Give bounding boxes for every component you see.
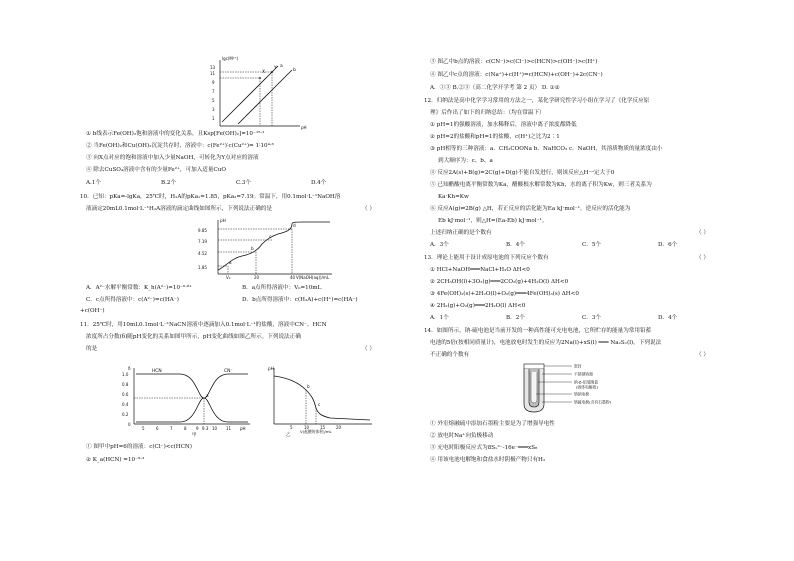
q11-stem-line-2: 浓度所占分数(δ)随pH变化的关系如图甲所示，pH变化曲线如图乙所示。下列说法正确	[86, 334, 301, 340]
q11a-point-label: a	[206, 393, 209, 398]
q11b-point-label: c	[318, 402, 321, 407]
left-column	[74, 0, 394, 561]
q13-item-2: ② 2CH₃OH(l)+3O₂(g)═══2CO₂(g)+4H₂O(l) ΔH<0	[430, 279, 569, 285]
q11b-point-label: b	[307, 384, 310, 389]
q9-ytick: 9	[212, 80, 215, 85]
q14-figure-label: 钠-β-铝氧陶瓷	[574, 379, 599, 385]
q14-figure-label: 不锈钢容器	[574, 371, 593, 377]
q11a-xtick: 7	[170, 426, 173, 431]
q12-options	[430, 241, 730, 249]
q11a-ytick: 0.8	[122, 382, 129, 387]
q12-item-4: ④ 反应2A(s)+B(g)=2C(g)+D(g)不能自发进行，则该反应△H一定大于0	[430, 170, 615, 176]
q9-ytick: 3	[212, 107, 215, 112]
q9-item-4: ④ 除去CuSO₄溶液中含有的少量Fe²⁺，可加入适量CuO	[86, 167, 226, 173]
q13-stem: 13．理论上能用于设计成原电池的下列反应个数有	[424, 255, 549, 261]
q9-ytick: 11	[210, 71, 216, 76]
q9-solubility-graph	[200, 56, 310, 130]
q10-option-a: A．A²⁻水解平衡常数：K_h(A²⁻)=10⁻⁶·⁸¹	[86, 285, 192, 291]
q9-ytick: 5	[212, 98, 215, 103]
q14-stem-line-1: 14．如图所示，钠-硫电池是当前开发的一种高性能可充电电池，它所贮存的能量为常用铅蓄	[424, 328, 652, 334]
q11-stem-line-1: 11．25℃时，用10mL0.1mol·L⁻¹NaCN溶液中逐滴加入0.1mol·L⁻¹的盐酸，溶液中CN⁻、HCN	[80, 322, 327, 328]
q11a-series-label: CN⁻	[224, 369, 233, 374]
q9-item-2: ② 当Fe(OH)₂和Cu(OH)₂沉淀共存时，溶液中：c(Fe²⁺)∶c(Cu²⁺)= 1∶10⁴·⁶	[86, 143, 274, 149]
q11a-xtick: 5	[142, 426, 145, 431]
q14-figure-label: 熔钠电极	[574, 391, 590, 397]
q12-line-1: 12．归纳法是高中化学学习常用的方法之一，某化学研究性学习小组在学习了《化学反应原	[424, 98, 650, 104]
q14-item-4: ④ 用该电池电解饱和食盐水时阴极产物只有H₂	[430, 457, 546, 463]
q14-battery-figure	[520, 362, 650, 416]
right-column	[420, 0, 740, 561]
q11-answer-paren: （ ）	[362, 346, 375, 352]
q11a-ytick: 0.6	[122, 392, 129, 397]
q11a-ytick: 1.0	[122, 372, 129, 377]
q11-item-4: ④ 图乙中c点的溶液：c(Na⁺)+c(H⁺)=c(HCN)+c(OH⁻)+2c(CN⁻)	[430, 72, 603, 78]
q11-figure-b	[260, 366, 378, 436]
q11-options: A．①③ B.②③（高二化学开学考 第 2 页） D. ①②	[430, 85, 560, 91]
q14-answer-paren: （ ）	[696, 352, 709, 358]
q11a-xtick: 9.3	[202, 426, 209, 431]
q12-option-c: C．5个	[582, 242, 602, 248]
q11a-caption: 甲	[192, 433, 197, 438]
q10-ytick: 7.19	[198, 239, 207, 244]
q12-item-5-cont: Ka·Kh=Kw	[438, 194, 469, 200]
q9-option-c: C.3个	[236, 180, 252, 186]
q9-option-a: A.1个	[86, 180, 101, 186]
q10-point-label: b	[251, 246, 254, 251]
q12-item-1: ① pH=1的强酸溶液，加水稀释后，溶液中离子浓度都降低	[430, 122, 577, 128]
q11-item-2: ② K_a(HCN) =10⁻⁹·³	[86, 457, 145, 463]
q11a-series-label: HCN	[152, 369, 162, 374]
q10-stem-line-1: 10．已知：pKa=-lgKa，25℃时，H₂A的pKa₁=1.85，pKa₂=7.19。常温下，用0.1mol·L⁻¹NaOH溶	[80, 194, 341, 200]
q13-item-3: ③ 4Fe(OH)₂(s)+2H₂O(l)+O₂(g)═══4Fe(OH)₃(s) ΔH<0	[430, 291, 579, 297]
q10-xtick: 20	[254, 275, 260, 280]
q11a-ytick: 0.2	[122, 412, 129, 417]
q14-stem-line-2: 电池的5倍(按相同质量计)，电池放电时发生的反应为2Na(l)+xS(l) ═══ Na₂Sₓ(l)。下列说法	[430, 340, 662, 346]
q11b-xtick: 10	[304, 425, 310, 430]
q14-figure-label: 密封	[574, 363, 582, 369]
q9-point-label: a	[280, 64, 283, 69]
q10-answer-paren: （ ）	[362, 206, 375, 212]
q10-graph-xlabel: V(NaOH(aq))/mL	[296, 275, 330, 280]
q11b-xlabel: V(盐酸的体积)/mL	[300, 429, 332, 434]
q9-option-b: B.2个	[161, 180, 177, 186]
q9-point-label: Y	[274, 66, 277, 71]
q11-item-3: ③ 图乙中b点的溶液：c(CN⁻)>c(Cl⁻)>c(HCN)>c(OH⁻)>c(H⁺)	[430, 59, 598, 65]
q14-item-3: ③ 充电时阳极反应式为8Sₓ²⁻-16e⁻═══xS₈	[430, 445, 538, 451]
q10-point-label: a	[229, 260, 232, 265]
q11a-xtick: 8	[184, 426, 187, 431]
q12-line-2: 理》后作出了如下的归纳总结：（均在常温下）	[430, 110, 545, 116]
q10-ytick: 1.85	[198, 265, 207, 270]
q13-answer-paren: （ ）	[696, 255, 709, 261]
q9-ytick: 13	[210, 65, 216, 70]
q9-option-d: D.4个	[311, 180, 327, 186]
q11a-xtick: 9	[196, 426, 199, 431]
q13-options	[430, 314, 730, 322]
q11-figure-a	[106, 366, 256, 436]
q9-ytick: 7	[212, 89, 215, 94]
q11a-xtick: 10	[212, 426, 218, 431]
q13-option-b: B．2个	[506, 315, 525, 321]
q9-point-label: b	[293, 68, 296, 73]
q12-option-d: D．6个	[658, 242, 678, 248]
q12-option-a: A．3个	[430, 242, 449, 248]
q13-item-4: ④ 2H₂(g)+O₂(g)═══2H₂O(l) ΔH<0	[430, 303, 526, 309]
q9-point-label: X	[262, 70, 266, 75]
q9-item-1: ① b线表示Fe(OH)₂饱和溶液中的变化关系，且Ksp[Fe(OH)₂]=10⁻¹⁵·¹	[86, 131, 265, 137]
q11b-xtick: 20	[336, 425, 342, 430]
q11b-xtick: 5	[290, 425, 293, 430]
q11-item-1: ① 图甲中pH=6的溶液：c(Cl⁻)<c(HCN)	[86, 444, 192, 450]
q10-stem-line-2: 液滴定20mL0.1mol·L⁻¹H₂A溶液的滴定曲线如图所示，下列说法正确的是	[86, 206, 272, 212]
q12-item-2: ② pH=2的盐酸和pH=1的盐酸，c(H⁺)之比为2∶1	[430, 134, 560, 140]
q12-item-5: ⑤ 已知醋酸电离平衡常数为Ka，醋酸根水解常数为Kh，水的离子积为Kw，则三者关系为	[430, 182, 652, 188]
q11b-caption: 乙	[286, 433, 291, 438]
q9-options	[86, 179, 386, 187]
q10-xtick: V₀	[226, 275, 231, 280]
q12-item-6-cont: Eb kJ·mol⁻¹，则△H=(Ea-Eb) kJ·mol⁻¹。	[438, 218, 548, 224]
q12-answer-paren: （ ）	[696, 230, 709, 236]
q10-option-d-cont: +c(OH⁻)	[80, 308, 105, 314]
q9-item-3: ③ 向X点对应的饱和溶液中加入少量NaOH，可转化为Y点对应的溶液	[86, 155, 259, 161]
q11a-ytick: 0	[128, 422, 131, 427]
q13-option-d: D．4个	[658, 315, 678, 321]
q9-ytick: 1	[212, 116, 215, 121]
q9-graph-xlabel: pH	[301, 125, 307, 130]
q12-item-6: ⑥ 反应A(g)⇌2B(g) △H，若正反应的活化能为Ea kJ·mol⁻¹，逆反应的活化能为	[430, 206, 631, 212]
q11a-ylabel: δ	[128, 366, 131, 371]
q14-figure-label: (固体电解质)	[576, 384, 598, 390]
q13-option-a: A．1个	[430, 315, 449, 321]
q10-graph-ylabel: pH	[220, 218, 226, 223]
q11a-xtick: pH	[240, 426, 246, 431]
q11b-xtick: 15	[320, 425, 326, 430]
q10-option-d: D．b点所得溶液中：c(H₂A)+c(H⁺)=c(HA⁻)	[242, 297, 358, 303]
q13-option-c: C．3个	[582, 315, 602, 321]
q10-ytick: 9.85	[198, 228, 207, 233]
q9-graph-ylabel: lgc(M²⁺)	[222, 56, 239, 61]
q14-stem-line-3: 不正确的个数有	[430, 352, 470, 358]
q14-item-1: ① 外室熔融硫中添加石墨粉主要是为了增强导电性	[430, 421, 555, 427]
q10-titration-graph	[192, 218, 342, 280]
q12-question: 上述归纳正确的是个数有	[430, 230, 492, 236]
q13-item-1: ① HCl+NaOH═══NaCl+H₂O ΔH<0	[430, 267, 530, 273]
q12-option-b: B．4个	[506, 242, 525, 248]
q11-stem-line-3: 的是	[86, 346, 98, 352]
q12-item-3-cont: 到大顺序为：c、b、a	[438, 158, 493, 164]
q11a-xtick: 6	[156, 426, 159, 431]
q12-item-3: ③ pH相等的三种溶液：a．CH₃COONa b．NaHCO₃ c．NaOH，其溶质物质的量浓度由小	[430, 146, 663, 152]
q11a-ytick: 0.4	[122, 402, 129, 407]
q10-point-label: d	[293, 223, 296, 228]
q10-point-label: c	[269, 234, 272, 239]
q10-option-c: C．c点所得溶液中：c(A²⁻)=c(HA⁻)	[86, 297, 179, 303]
q10-option-b: B．a点所得溶液中：V₀=10mL	[242, 285, 322, 291]
q10-ytick: 4.52	[198, 251, 207, 256]
q11b-ylabel: pH	[268, 366, 274, 371]
q11a-xtick: 11	[226, 426, 232, 431]
q10-xtick: 40	[290, 275, 296, 280]
q14-figure-label: 熔硫电极(含有石墨粉)	[574, 399, 612, 405]
q14-item-2: ② 放电时Na⁺向负极移动	[430, 433, 494, 439]
